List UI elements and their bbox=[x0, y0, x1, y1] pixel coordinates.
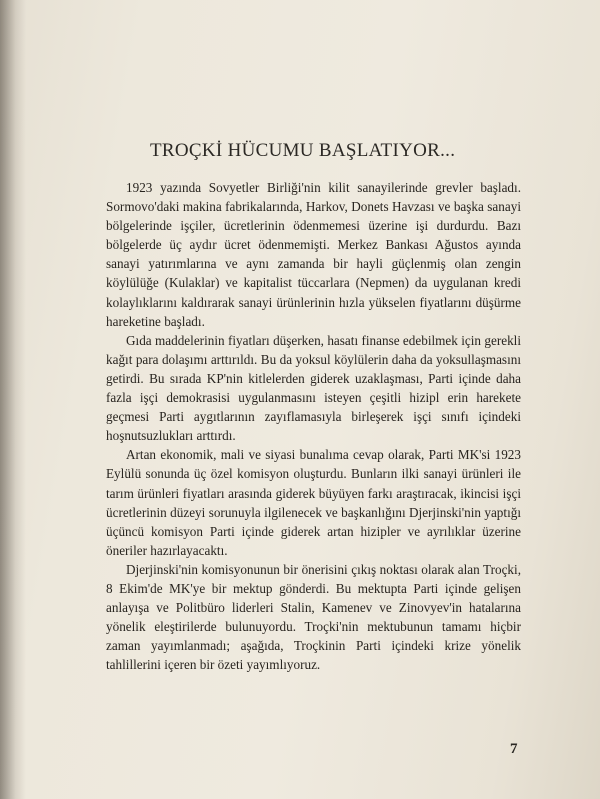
paragraph-3: Artan ekonomik, mali ve siyasi bunalıma cevap olarak, Parti MK'si 1923 Eylülü sonunda üç özel komisyon oluşturdu. Bunların ilki sanayi ürünleri ile tarım ürünleri fiyatları arasında giderek büyüyen farkı araştıracak, ikincisi işçi ücretlerinin düzeyi sorunuyla ilgilenecek ve başkanlığını Djerjinski'nin yaptığı üçüncü komisyon Parti içinde giderek artan hizipler ve ayrılıklar üzerine öneriler hazırlayacaktı. bbox=[106, 447, 521, 558]
paragraph-4: Djerjinski'nin komisyonunun bir önerisini çıkış noktası olarak alan Troçki, 8 Ekim'de MK'ye bir mektup gönderdi. Bu mektupta Parti içinde gelişen anlayışa ve Politbüro liderleri Stalin, Kamenev ve Zinovyev'in hatalarına yönelik eleştirilerde bulunuyordu. Troçki'nin mektubunun tamamı hiçbir zaman yayımlanmadı; aşağıda, Troçkinin Parti içindeki krize yönelik tahlillerini içeren bir özeti yayımlıyoruz. bbox=[106, 561, 521, 673]
paragraph-1: 1923 yazında Sovyetler Birliği'nin kilit sanayilerinde grevler başladı. Sormovo'daki makina fabrikalarında, Harkov, Donets Havzası ve başka sanayi bölgelerinde işçiler, ücretlerinin ödenmemesi üzerine işi durdurdu. Bazı bölgelerde üç aydır ücret ödenmemişti. Merkez Bankası Ağustos ayında sanayi yatırımlarına ve aynı zamanda bir hayli güçlenmiş olan zengin köylülüğe (Kulaklar) ve kapitalist tüccarlara (Nepmen) da uygulanan kredi kolaylıklarını kaldırarak sanayi ürünlerinin hızla yükselen fiyatlarını düşürme hareketine başladı. bbox=[106, 180, 521, 329]
page-number: 7 bbox=[510, 741, 518, 757]
spine-shadow bbox=[0, 0, 26, 799]
chapter-title: TROÇKİ HÜCUMU BAŞLATIYOR... bbox=[150, 140, 456, 161]
body-text bbox=[106, 178, 521, 674]
paragraph-2: Gıda maddelerinin fiyatları düşerken, hasatı finanse edebilmek için gerekli kağıt para dolaşımı arttırıldı. Bu da yoksul köylülerin daha da yoksullaşmasını getirdi. Bu sırada KP'nin kitlelerden giderek uzaklaşması, Parti içinde daha fazla işçi demokrasisi uygulanmasını isteyen çeşitli hizipl erin harekete geçmesi Parti aygıtlarının zayıflamasıyla birleşerek işçi sınıfı içindeki hoşnutsuzlukları arttırdı. bbox=[106, 332, 521, 444]
